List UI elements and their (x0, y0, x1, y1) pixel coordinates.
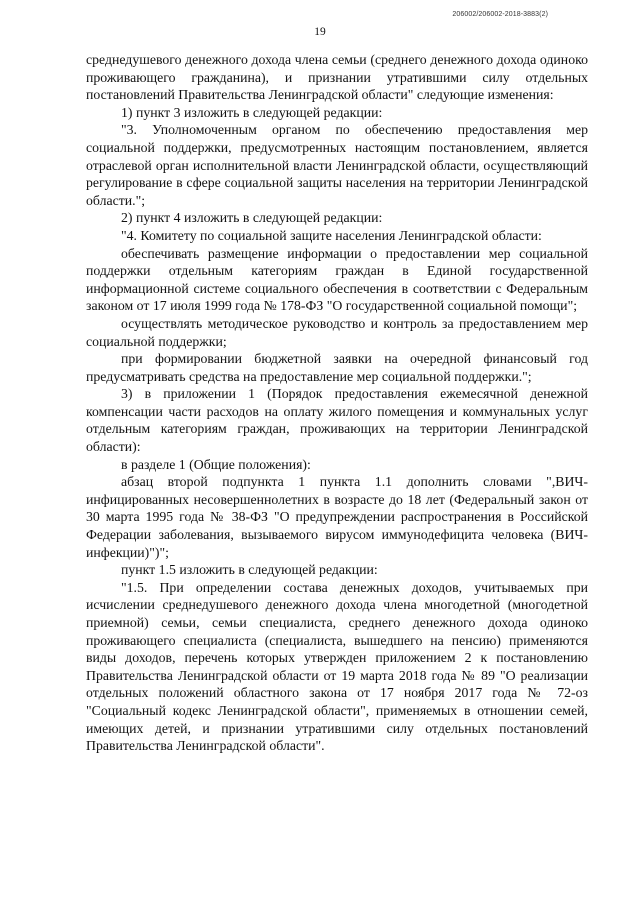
paragraph-duty-3: при формировании бюджетной заявки на очередной финансовый год предусматривать средства на предоставление мер социальной поддержки."; (86, 351, 588, 384)
paragraph-intro: среднедушевого денежного дохода члена семьи (среднего денежного дохода одиноко проживающего гражданина), и признании утратившими силу отдельных постановлений Правительства Ленинградской области" следующие изменения: (86, 52, 588, 103)
document-id: 206002/206002-2018-3883(2) (452, 11, 548, 18)
paragraph-item-3: 3) в приложении 1 (Порядок предоставления ежемесячной денежной компенсации части расходов на оплату жилого помещения и коммунальных услуг отдельным категориям граждан, проживающих на территории Ленинградской области): (86, 386, 588, 455)
page-number: 19 (314, 26, 326, 38)
paragraph-duty-2: осуществлять методическое руководство и контроль за предоставлением мер социальной поддержки; (86, 315, 588, 349)
paragraph-item-1: 1) пункт 3 изложить в следующей редакции: (121, 104, 383, 120)
document-body (86, 51, 588, 755)
paragraph-duty-1: обеспечивать размещение информации о предоставлении мер социальной поддержки отдельным категориям граждан в Единой государственной информационной системе социального обеспечения в соответствии с Федеральным законом от 17 июля 1999 года № 178-ФЗ "О государственной социальной помощи"; (86, 245, 588, 314)
paragraph-point-1-5: пункт 1.5 изложить в следующей редакции: (121, 562, 378, 578)
paragraph-point-1-5-text: "1.5. При определении состава денежных доходов, учитываемых при исчислении среднедушевого денежного дохода члена многодетной (многодетной приемной) семьи, семьи специалиста, среднего денежного дохода одиноко проживающего специалиста (специалиста, вышедшего на пенсию) применяются виды доходов, перечень которых утвержден приложением 2 к постановлению Правительства Ленинградской области от 19 марта 2018 года № 89 "О реализации отдельных положений областного закона от 17 ноября 2017 года № 72-оз "Социальный кодекс Ленинградской области", применяемых в отношении семей, имеющих детей, и признании утратившими силу отдельных постановлений Правительства Ленинградской области". (86, 579, 588, 754)
paragraph-section-1: в разделе 1 (Общие положения): (121, 456, 311, 472)
paragraph-amendment: абзац второй подпункта 1 пункта 1.1 дополнить словами ",ВИЧ-инфицированных несовершеннолетних в возрасте до 18 лет (Федеральный закон от 30 марта 1995 года № 38-ФЗ "О предупреждении распространения в Российской Федерации заболевания, вызываемого вирусом иммунодефицита человека (ВИЧ-инфекции)")"; (86, 474, 588, 560)
paragraph-item-1-text: "3. Уполномоченным органом по обеспечению предоставления мер социальной поддержки, предусмотренных настоящим постановлением, является отраслевой орган исполнительной власти Ленинградской области, осуществляющий регулирование в сфере социальной защиты населения на территории Ленинградской области."; (86, 122, 588, 208)
paragraph-item-2-text: "4. Комитету по социальной защите населения Ленинградской области: (121, 227, 542, 243)
paragraph-item-2: 2) пункт 4 изложить в следующей редакции: (121, 210, 383, 226)
